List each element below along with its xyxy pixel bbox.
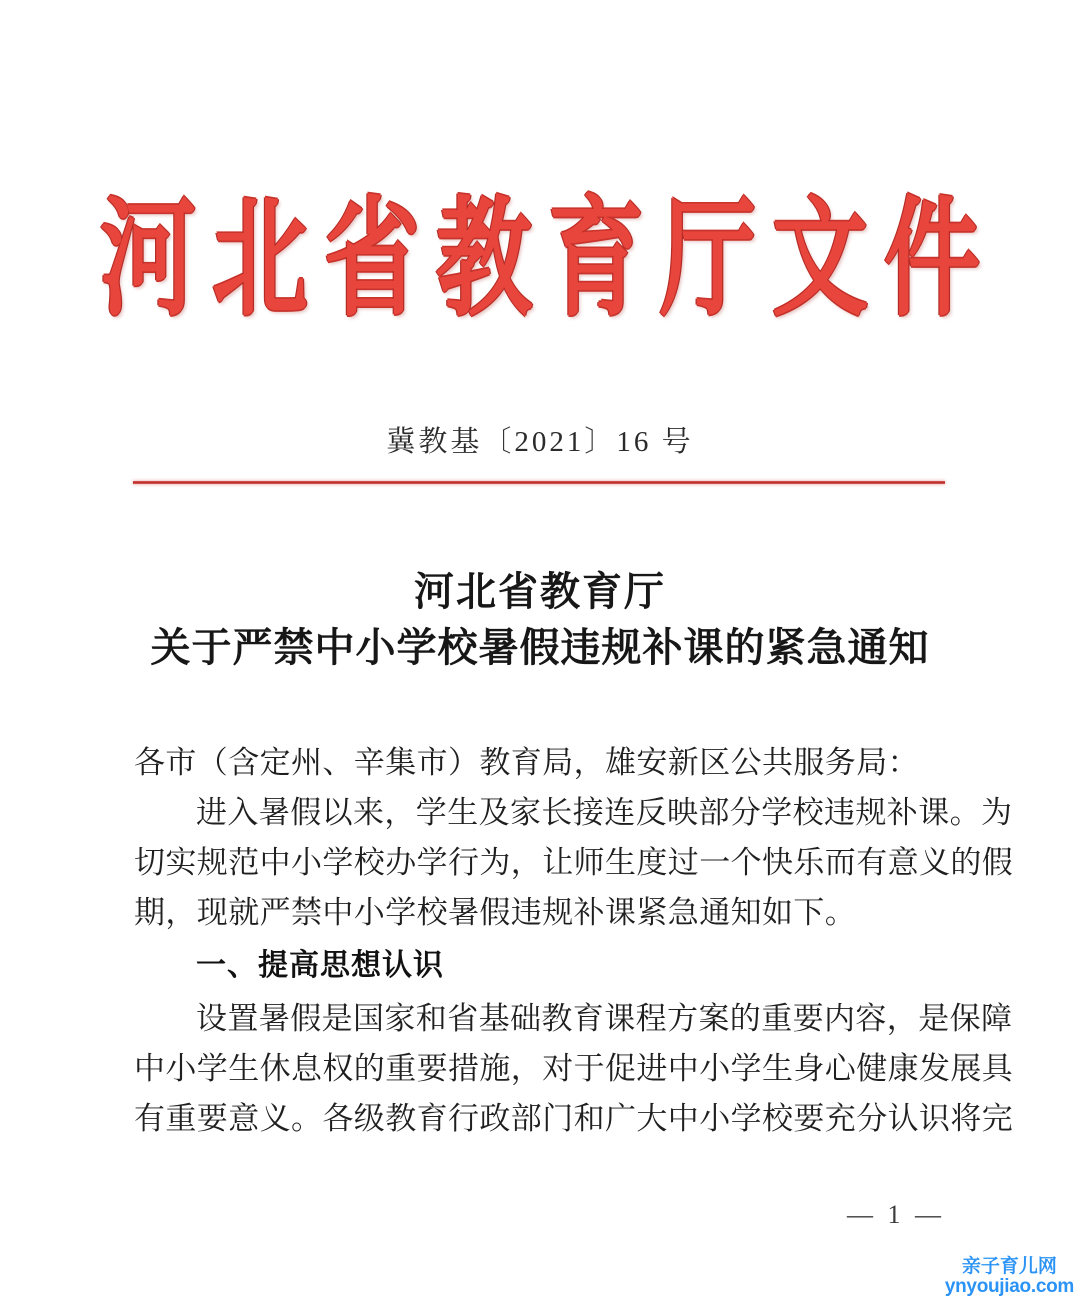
red-separator-rule — [133, 481, 945, 484]
title-subject: 关于严禁中小学校暑假违规补课的紧急通知 — [150, 624, 930, 670]
paragraph-1-line-2: 切实规范中小学校办学行为，让师生度过一个快乐而有意义的假 — [134, 845, 1014, 880]
paragraph-1-line-3: 期，现就严禁中小学校暑假违规补课紧急通知如下。 — [134, 895, 857, 930]
masthead — [0, 187, 1080, 332]
masthead-title: 河北省教育厅文件 — [100, 187, 996, 332]
section-1-line-3: 有重要意义。各级教育行政部门和广大中小学校要充分认识将完 — [134, 1101, 1014, 1136]
title-issuer: 河北省教育厅 — [414, 569, 666, 614]
section-1-line-1: 设置暑假是国家和省基础教育课程方案的重要内容，是保障 — [196, 1001, 1013, 1036]
recipient-line: 各市（含定州、辛集市）教育局，雄安新区公共服务局： — [134, 745, 919, 780]
document-number: 冀教基〔2021〕16 号 — [386, 426, 694, 458]
section-heading-1: 一、提高思想认识 — [196, 949, 444, 982]
watermark-site-url: ynyoujiao.com — [944, 1276, 1074, 1297]
document-body — [134, 738, 1014, 1144]
document-title-block — [90, 566, 990, 677]
section-1-line-2: 中小学生休息权的重要措施，对于促进中小学生身心健康发展具 — [134, 1051, 1014, 1086]
watermark-site-name: 亲子育儿网 — [961, 1256, 1057, 1277]
paragraph-1-line-1: 进入暑假以来，学生及家长接连反映部分学校违规补课。为 — [196, 795, 1013, 830]
watermark — [945, 1257, 1074, 1296]
page-number: — 1 — — [847, 1200, 945, 1229]
